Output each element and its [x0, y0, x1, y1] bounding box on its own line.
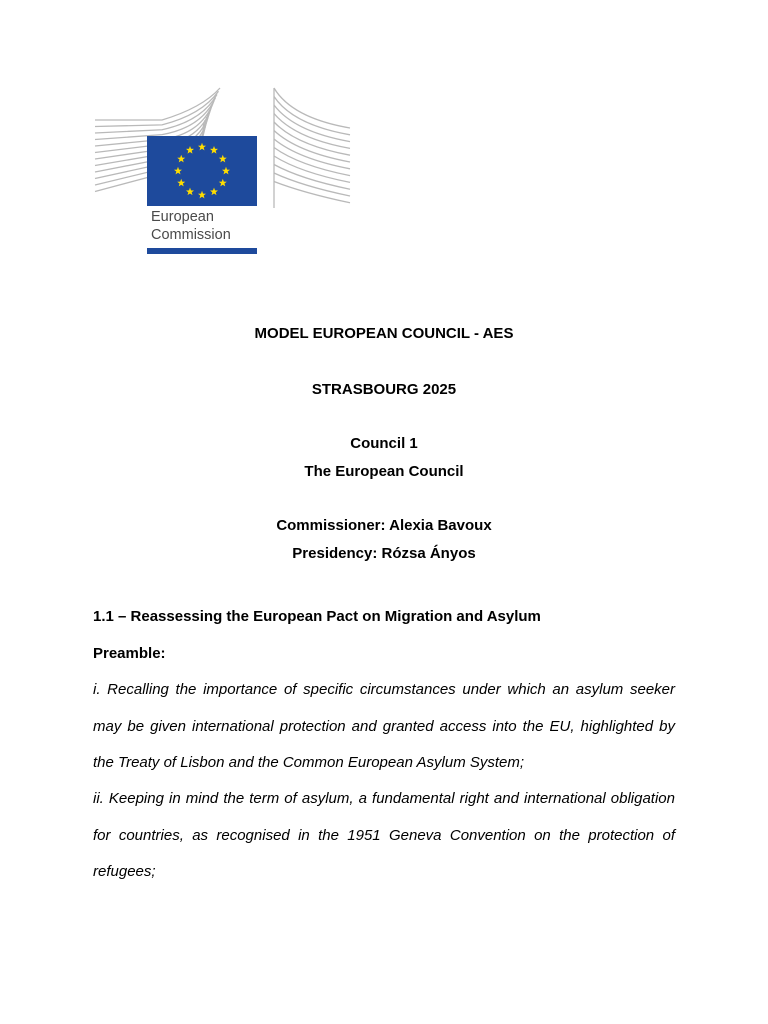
document-location: STRASBOURG 2025	[311, 381, 457, 398]
logo-wordmark-line1: European	[151, 209, 214, 225]
preamble-clause-1: i. Recalling the importance of specific circumstances under which an asylum seeker may be given international protection and granted access into the EU, highlighted by the Treaty of Lisbon and the Common European Asylum System;	[93, 681, 675, 771]
logo-wordmark	[151, 208, 231, 244]
european-commission-logo	[92, 86, 354, 258]
logo-wordmark-line2: Commission	[151, 227, 231, 243]
document-title: MODEL EUROPEAN COUNCIL - AES	[254, 325, 514, 342]
logo-underline	[147, 248, 257, 254]
preamble-heading: Preamble:	[93, 645, 166, 662]
preamble-clause-2: ii. Keeping in mind the term of asylum, a fundamental right and international obligation for countries, as recognised in the 1951 Geneva Convention on the protection of refugees;	[93, 790, 675, 880]
council-number: Council 1	[350, 435, 418, 452]
presidency-line: Presidency: Rózsa Ányos	[292, 545, 476, 562]
council-name: The European Council	[304, 463, 464, 480]
section-heading: 1.1 – Reassessing the European Pact on Migration and Asylum	[93, 608, 541, 625]
commissioner-line: Commissioner: Alexia Bavoux	[276, 517, 492, 534]
